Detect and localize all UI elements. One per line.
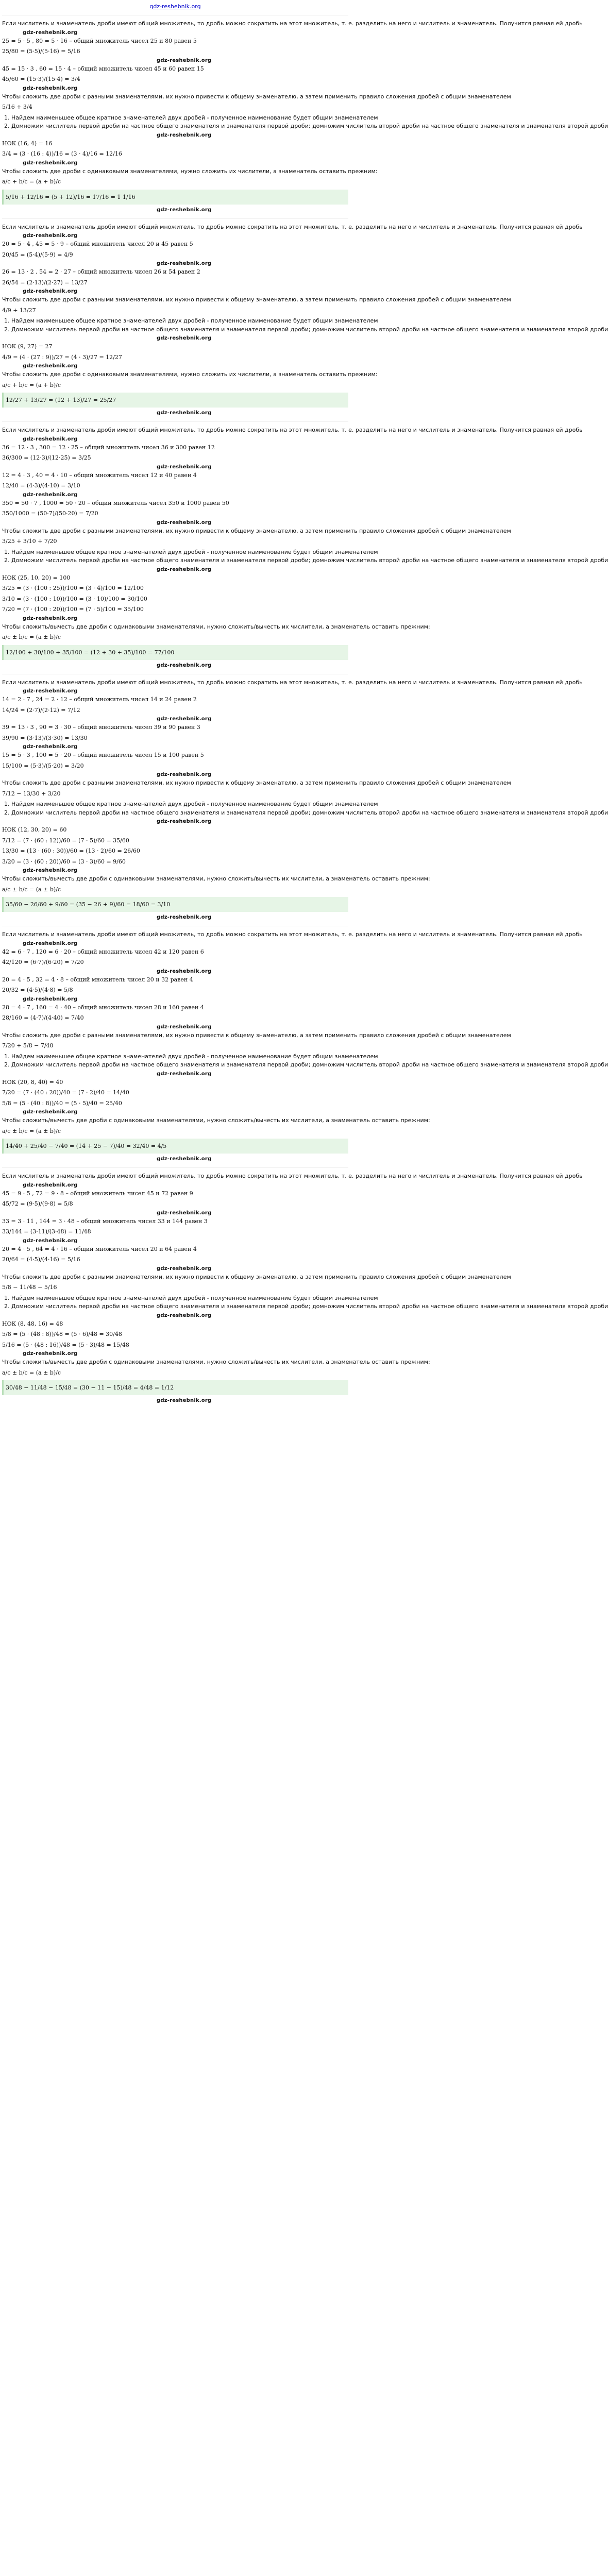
steps-list — [11, 1294, 608, 1311]
result-line: 14/40 + 25/40 − 7/40 = (14 + 25 − 7)/40 = 32/40 = 4/5 — [2, 1139, 348, 1154]
rule-same-denominator: Чтобы сложить две дроби с одинаковыми знаменателями, нужно сложить их числители, а знаменатель оставить прежним: — [2, 167, 378, 175]
step-item: 2. Домножим числитель первой дроби на частное общего знаменателя и знаменателя первой дроби; домножим числитель второй дроби на частное общего знаменателя и знаменателя второй дроби — [11, 809, 348, 818]
conversion-line: 13/30 = (13 · (60 : 30))/60 = (13 · 2)/60 = 26/60 — [2, 848, 140, 854]
lcm-line: НОК (9, 27) = 27 — [2, 343, 53, 350]
rule-same-denominator: Чтобы сложить/вычесть две дроби с одинаковыми знаменателями, нужно сложить/вычесть их числители, а знаменатель оставить прежним: — [2, 875, 430, 882]
intro-text: Если числитель и знаменатель дроби имеют общий множитель, то дробь можно сократить на этот множитель, т. е. разделить на него и числитель и знаменатель. Получится равная ей дробь — [2, 427, 583, 433]
steps-list — [11, 548, 608, 565]
rule-subtract-text: Чтобы сложить две дроби с разными знаменателями, их нужно привести к общему знаменателю, а затем применить правило сложения дробей с общим знаменателем — [2, 1031, 511, 1039]
watermark-text: gdz-reshebnik.org — [23, 29, 78, 36]
watermark-text: gdz-reshebnik.org — [157, 519, 212, 526]
step-item: 2. Домножим числитель первой дроби на частное общего знаменателя и знаменателя первой дроби; домножим числитель второй дроби на частное общего знаменателя и знаменателя второй дроби — [11, 556, 348, 565]
reduction-line: 12 = 4 · 3 , 40 = 4 · 10 – общий множитель чисел 12 и 40 равен 4 — [2, 471, 197, 479]
steps-list — [11, 317, 608, 334]
reduction-line: 14 = 2 · 7 , 24 = 2 · 12 – общий множитель чисел 14 и 24 равен 2 — [2, 696, 197, 703]
watermark-text: gdz-reshebnik.org — [157, 1398, 212, 1403]
steps-list — [11, 800, 608, 817]
conversion-line: 7/12 = (7 · (60 : 12))/60 = (7 · 5)/60 = 35/60 — [2, 837, 129, 844]
reduction-line: 42 = 6 · 7 , 120 = 6 · 20 – общий множитель чисел 42 и 120 равен 6 — [2, 948, 204, 955]
conversion-line: 3/20 = (3 · (60 : 20))/60 = (3 · 3)/60 = 9/60 — [2, 858, 126, 865]
watermark-text: gdz-reshebnik.org — [157, 132, 212, 138]
reduction-line: 26 = 13 · 2 , 54 = 2 · 27 – общий множитель чисел 26 и 54 равен 2 — [2, 268, 200, 275]
watermark-text: gdz-reshebnik.org — [23, 436, 78, 442]
reduction-line: 20/45 = (5·4)/(5·9) = 4/9 — [2, 251, 73, 258]
reduction-line: 36 = 12 · 3 , 300 = 12 · 25 – общий множитель чисел 36 и 300 равен 12 — [2, 444, 215, 451]
steps-list — [11, 1053, 608, 1070]
intro-text: Если числитель и знаменатель дроби имеют общий множитель, то дробь можно сократить на этот множитель, т. е. разделить на него и числитель и знаменатель. Получится равная ей дробь — [2, 20, 583, 27]
solution-section — [2, 926, 608, 1162]
rule-formula: a/c ± b/c = (a ± b)/c — [2, 634, 61, 640]
watermark-text: gdz-reshebnik.org — [157, 772, 212, 777]
step-item: 1. Найдем наименьшее общее кратное знаменателей двух дробей - полученное наименование будет общим знаменателем — [11, 317, 348, 326]
result-line: 30/48 − 11/48 − 15/48 = (30 − 11 − 15)/48 = 4/48 = 1/12 — [2, 1380, 348, 1395]
watermark-text: gdz-reshebnik.org — [157, 410, 212, 416]
watermark-text: gdz-reshebnik.org — [157, 207, 212, 213]
steps-list — [11, 114, 608, 131]
site-link[interactable]: gdz-reshebnik.org — [149, 3, 201, 10]
sum-expression: 7/20 + 5/8 − 7/40 — [2, 1042, 54, 1049]
step-item: 1. Найдем наименьшее общее кратное знаменателей двух дробей - полученное наименование будет общим знаменателем — [11, 548, 348, 557]
solution-section — [2, 15, 608, 213]
watermark-text: gdz-reshebnik.org — [157, 968, 212, 974]
reduction-line: 20 = 4 · 5 , 64 = 4 · 16 – общий множитель чисел 20 и 64 равен 4 — [2, 1245, 197, 1252]
watermark-text: gdz-reshebnik.org — [157, 1156, 212, 1162]
rule-same-denominator: Чтобы сложить/вычесть две дроби с одинаковыми знаменателями, нужно сложить/вычесть их числители, а знаменатель оставить прежним: — [2, 1117, 430, 1124]
reduction-line: 14/24 = (2·7)/(2·12) = 7/12 — [2, 706, 80, 714]
rule-same-denominator: Чтобы сложить/вычесть две дроби с одинаковыми знаменателями, нужно сложить/вычесть их числители, а знаменатель оставить прежним: — [2, 1359, 430, 1365]
conversion-line: 3/4 = (3 · (16 : 4))/16 = (3 · 4)/16 = 12/16 — [2, 150, 122, 157]
watermark-text: gdz-reshebnik.org — [157, 1210, 212, 1216]
watermark-text: gdz-reshebnik.org — [157, 57, 212, 63]
conversion-line: 7/20 = (7 · (100 : 20))/100 = (7 · 5)/100 = 35/100 — [2, 606, 144, 613]
rule-formula: a/c ± b/c = (a ± b)/c — [2, 1369, 61, 1376]
reduction-line: 45 = 15 · 3 , 60 = 15 · 4 – общий множитель чисел 45 и 60 равен 15 — [2, 65, 204, 72]
solution-section — [2, 218, 608, 417]
step-item: 2. Домножим числитель первой дроби на частное общего знаменателя и знаменателя первой дроби; домножим числитель второй дроби на частное общего знаменателя и знаменателя второй дроби — [11, 1302, 348, 1311]
step-item: 1. Найдем наименьшее общее кратное знаменателей двух дробей - полученное наименование будет общим знаменателем — [11, 1053, 348, 1061]
watermark-text: gdz-reshebnik.org — [23, 233, 78, 239]
watermark-text: gdz-reshebnik.org — [157, 261, 212, 266]
solution-section — [2, 421, 608, 669]
reduction-line: 26/54 = (2·13)/(2·27) = 13/27 — [2, 279, 88, 286]
conversion-line: 5/8 = (5 · (48 : 8))/48 = (5 · 6)/48 = 30/48 — [2, 1331, 122, 1337]
rule-subtract-text: Чтобы сложить две дроби с разными знаменателями, их нужно привести к общему знаменателю, а затем применить правило сложения дробей с общим знаменателем — [2, 779, 511, 786]
reduction-line: 25/80 = (5·5)/(5·16) = 5/16 — [2, 48, 80, 55]
watermark-text: gdz-reshebnik.org — [23, 85, 78, 91]
watermark-text: gdz-reshebnik.org — [23, 688, 78, 694]
rule-subtract-text: Чтобы сложить две дроби с разными знаменателями, их нужно привести к общему знаменателю, а затем применить правило сложения дробей с общим знаменателем — [2, 1273, 511, 1280]
watermark-text: gdz-reshebnik.org — [23, 868, 78, 873]
result-line: 12/27 + 13/27 = (12 + 13)/27 = 25/27 — [2, 393, 348, 408]
watermark-text: gdz-reshebnik.org — [157, 1024, 212, 1030]
watermark-text: gdz-reshebnik.org — [157, 1071, 212, 1077]
reduction-line: 15 = 5 · 3 , 100 = 5 · 20 – общий множитель чисел 15 и 100 равен 5 — [2, 752, 204, 758]
intro-text: Если числитель и знаменатель дроби имеют общий множитель, то дробь можно сократить на этот множитель, т. е. разделить на него и числитель и знаменатель. Получится равная ей дробь — [2, 679, 583, 686]
watermark-text: gdz-reshebnik.org — [23, 1109, 78, 1115]
conversion-line: 3/10 = (3 · (100 : 10))/100 = (3 · 10)/100 = 30/100 — [2, 595, 147, 602]
lcm-line: НОК (16, 4) = 16 — [2, 140, 53, 147]
reduction-line: 28 = 4 · 7 , 160 = 4 · 40 – общий множитель чисел 28 и 160 равен 4 — [2, 1004, 204, 1011]
watermark-text: gdz-reshebnik.org — [23, 940, 78, 946]
reduction-line: 39/90 = (3·13)/(3·30) = 13/30 — [2, 734, 88, 741]
reduction-line: 39 = 13 · 3 , 90 = 3 · 30 – общий множитель чисел 39 и 90 равен 3 — [2, 724, 200, 731]
reduction-line: 20 = 4 · 5 , 32 = 4 · 8 – общий множитель чисел 20 и 32 равен 4 — [2, 976, 193, 983]
reduction-line: 45 = 9 · 5 , 72 = 9 · 8 – общий множитель чисел 45 и 72 равен 9 — [2, 1190, 193, 1197]
reduction-line: 36/300 = (12·3)/(12·25) = 3/25 — [2, 454, 91, 461]
watermark-text: gdz-reshebnik.org — [23, 363, 78, 369]
watermark-text: gdz-reshebnik.org — [157, 566, 212, 572]
lcm-line: НОК (12, 30, 20) = 60 — [2, 826, 67, 833]
sum-expression: 5/8 − 11/48 − 5/16 — [2, 1284, 57, 1291]
watermark-text: gdz-reshebnik.org — [23, 996, 78, 1002]
result-line: 12/100 + 30/100 + 35/100 = (12 + 30 + 35)/100 = 77/100 — [2, 645, 348, 660]
reduction-line: 45/72 = (9·5)/(9·8) = 5/8 — [2, 1200, 73, 1207]
solution-content — [2, 15, 608, 1404]
watermark-text: gdz-reshebnik.org — [23, 289, 78, 294]
reduction-line: 20/32 = (4·5)/(4·8) = 5/8 — [2, 987, 73, 993]
solution-section — [2, 1167, 608, 1404]
rule-formula: a/c ± b/c = (a ± b)/c — [2, 1127, 61, 1134]
reduction-line: 45/60 = (15·3)/(15·4) = 3/4 — [2, 76, 80, 82]
watermark-text: gdz-reshebnik.org — [157, 1265, 212, 1272]
reduction-line: 33/144 = (3·11)/(3·48) = 11/48 — [2, 1228, 91, 1235]
intro-text: Если числитель и знаменатель дроби имеют общий множитель, то дробь можно сократить на этот множитель, т. е. разделить на него и числитель и знаменатель. Получится равная ей дробь — [2, 931, 583, 938]
step-item: 2. Домножим числитель первой дроби на частное общего знаменателя и знаменателя первой дроби; домножим числитель второй дроби на частное общего знаменателя и знаменателя второй дроби — [11, 326, 348, 334]
watermark-text: gdz-reshebnik.org — [23, 744, 78, 750]
watermark-text: gdz-reshebnik.org — [23, 615, 78, 621]
reduction-line: 12/40 = (4·3)/(4·10) = 3/10 — [2, 482, 80, 489]
lcm-line: НОК (25, 10, 20) = 100 — [2, 574, 71, 581]
sum-expression: 4/9 + 13/27 — [2, 307, 36, 314]
solution-section — [2, 674, 608, 921]
reduction-line: 20 = 5 · 4 , 45 = 5 · 9 – общий множитель чисел 20 и 45 равен 5 — [2, 241, 193, 247]
reduction-line: 25 = 5 · 5 , 80 = 5 · 16 – общий множитель чисел 25 и 80 равен 5 — [2, 37, 197, 44]
watermark-text: gdz-reshebnik.org — [157, 662, 212, 668]
rule-subtract-text: Чтобы сложить две дроби с разными знаменателями, их нужно привести к общему знаменателю, а затем применить правило сложения дробей с общим знаменателем — [2, 527, 511, 534]
watermark-text: gdz-reshebnik.org — [157, 819, 212, 824]
rule-formula: a/c + b/c = (a + b)/c — [2, 178, 61, 185]
conversion-line: 3/25 = (3 · (100 : 25))/100 = (3 · 4)/100 = 12/100 — [2, 585, 144, 591]
watermark-text: gdz-reshebnik.org — [23, 1238, 78, 1244]
step-item: 2. Домножим числитель первой дроби на частное общего знаменателя и знаменателя первой дроби; домножим числитель второй дроби на частное общего знаменателя и знаменателя второй дроби — [11, 1061, 348, 1070]
sum-expression: 5/16 + 3/4 — [2, 104, 32, 110]
sum-expression: 3/25 + 3/10 + 7/20 — [2, 538, 57, 545]
lcm-line: НОК (8, 48, 16) = 48 — [2, 1320, 63, 1327]
conversion-line: 4/9 = (4 · (27 : 9))/27 = (4 · 3)/27 = 12/27 — [2, 353, 122, 361]
watermark-text: gdz-reshebnik.org — [157, 464, 212, 470]
result-line: 5/16 + 12/16 = (5 + 12)/16 = 17/16 = 1 1/16 — [2, 190, 348, 205]
watermark-text: gdz-reshebnik.org — [23, 160, 78, 166]
step-item: 1. Найдем наименьшее общее кратное знаменателей двух дробей - полученное наименование будет общим знаменателем — [11, 800, 348, 809]
lcm-line: НОК (20, 8, 40) = 40 — [2, 1078, 63, 1086]
rule-subtract-text: Чтобы сложить две дроби с разными знаменателями, их нужно привести к общему знаменателю, а затем применить правило сложения дробей с общим знаменателем — [2, 296, 511, 303]
reduction-line: 350 = 50 · 7 , 1000 = 50 · 20 – общий множитель чисел 350 и 1000 равен 50 — [2, 499, 229, 506]
conversion-line: 5/16 = (5 · (48 : 16))/48 = (5 · 3)/48 = 15/48 — [2, 1341, 129, 1348]
intro-text: Если числитель и знаменатель дроби имеют общий множитель, то дробь можно сократить на этот множитель, т. е. разделить на него и числитель и знаменатель. Получится равная ей дробь — [2, 223, 583, 230]
reduction-line: 20/64 = (4·5)/(4·16) = 5/16 — [2, 1256, 80, 1263]
reduction-line: 28/160 = (4·7)/(4·40) = 7/40 — [2, 1014, 84, 1021]
reduction-line: 350/1000 = (50·7)/(50·20) = 7/20 — [2, 510, 98, 517]
rule-same-denominator: Чтобы сложить/вычесть две дроби с одинаковыми знаменателями, нужно сложить/вычесть их числители, а знаменатель оставить прежним: — [2, 623, 430, 630]
watermark-text: gdz-reshebnik.org — [157, 1312, 212, 1318]
watermark-text: gdz-reshebnik.org — [23, 492, 78, 498]
conversion-line: 5/8 = (5 · (40 : 8))/40 = (5 · 5)/40 = 25/40 — [2, 1099, 122, 1107]
sum-expression: 7/12 − 13/30 + 3/20 — [2, 790, 61, 797]
watermark-text: gdz-reshebnik.org — [157, 914, 212, 920]
intro-text: Если числитель и знаменатель дроби имеют общий множитель, то дробь можно сократить на этот множитель, т. е. разделить на него и числитель и знаменатель. Получится равная ей дробь — [2, 1173, 583, 1179]
watermark-text: gdz-reshebnik.org — [157, 716, 212, 722]
watermark-text: gdz-reshebnik.org — [23, 1182, 78, 1188]
reduction-line: 33 = 3 · 11 , 144 = 3 · 48 – общий множитель чисел 33 и 144 равен 3 — [2, 1217, 208, 1225]
step-item: 2. Домножим числитель первой дроби на частное общего знаменателя и знаменателя первой дроби; домножим числитель второй дроби на частное общего знаменателя и знаменателя второй дроби — [11, 122, 348, 131]
reduction-line: 42/120 = (6·7)/(6·20) = 7/20 — [2, 959, 84, 965]
rule-same-denominator: Чтобы сложить две дроби с одинаковыми знаменателями, нужно сложить их числители, а знаменатель оставить прежним: — [2, 371, 378, 378]
conversion-line: 7/20 = (7 · (40 : 20))/40 = (7 · 2)/40 = 14/40 — [2, 1089, 129, 1096]
rule-formula: a/c ± b/c = (a ± b)/c — [2, 886, 61, 893]
step-item: 1. Найдем наименьшее общее кратное знаменателей двух дробей - полученное наименование будет общим знаменателем — [11, 1294, 348, 1303]
rule-subtract-text: Чтобы сложить две дроби с разными знаменателями, их нужно привести к общему знаменателю, а затем применить правило сложения дробей с общим знаменателем — [2, 93, 511, 100]
step-item: 1. Найдем наименьшее общее кратное знаменателей двух дробей - полученное наименование будет общим знаменателем — [11, 114, 348, 123]
rule-formula: a/c + b/c = (a + b)/c — [2, 381, 61, 388]
result-line: 35/60 − 26/60 + 9/60 = (35 − 26 + 9)/60 = 18/60 = 3/10 — [2, 897, 348, 912]
watermark-text: gdz-reshebnik.org — [157, 335, 212, 341]
watermark-text: gdz-reshebnik.org — [23, 1351, 78, 1357]
reduction-line: 15/100 = (5·3)/(5·20) = 3/20 — [2, 762, 84, 769]
